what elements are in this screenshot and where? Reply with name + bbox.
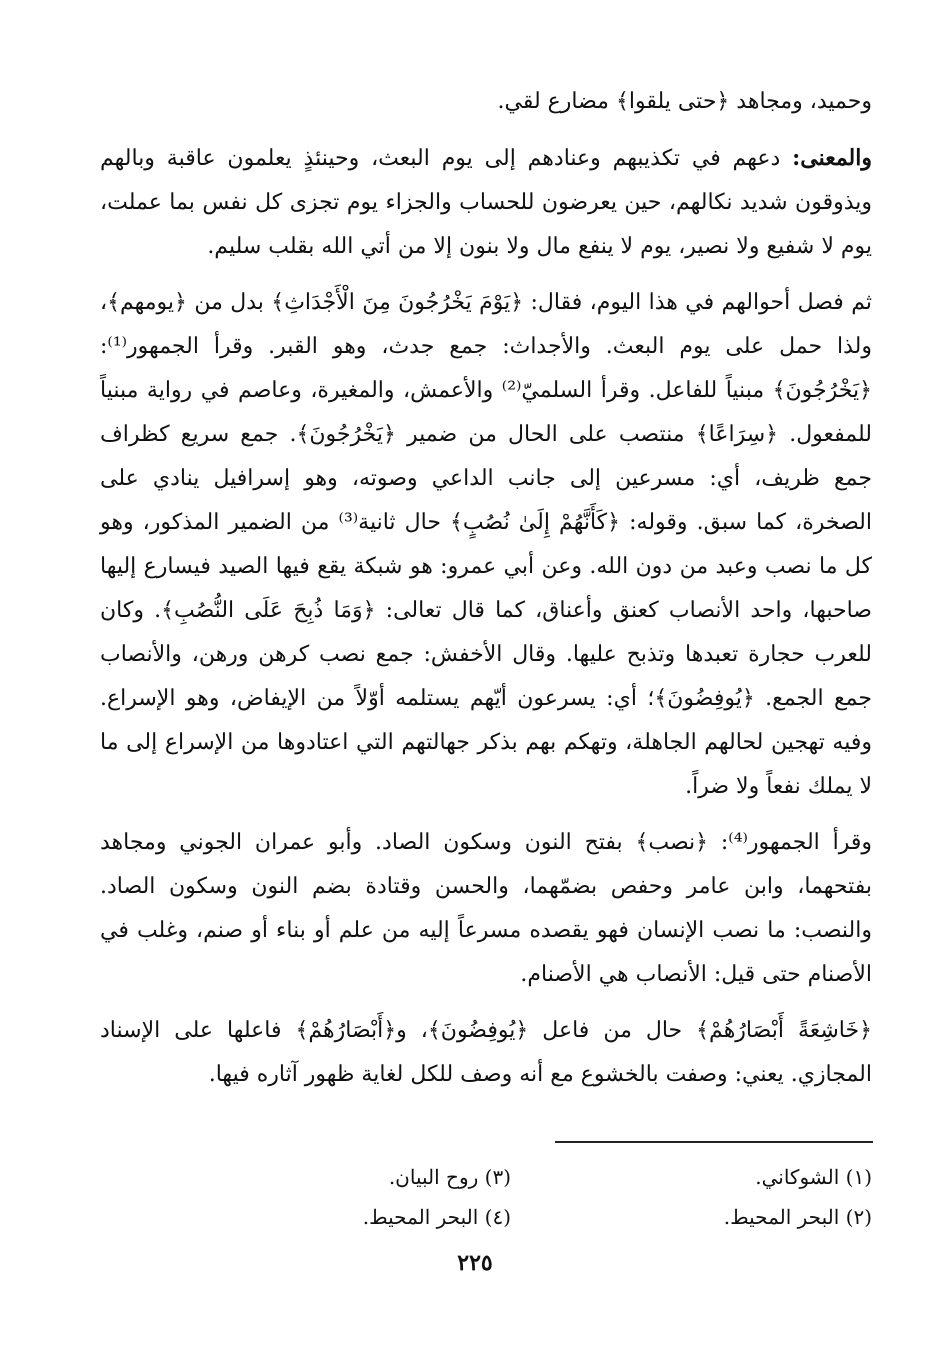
paragraph-1-text: وحميد، ومجاهد ﴿حتى يلقوا﴾ مضارع لقي. (497, 89, 872, 114)
paragraph-3-text: ثم فصل أحوالهم في هذا اليوم، فقال: ﴿يَوْمَ يَخْرُجُونَ مِنَ الْأَجْدَاثِ﴾ بدل من ﴿يومهم﴾، ولذا حمل على يوم البعث. والأجداث: جمع جدث، وهو القبر. وقرأ الجمهور⁽¹⁾: ﴿يَخْرُجُونَ﴾ مبنياً للفاعل. وقرأ السلميّ⁽²⁾ والأعمش، والمغيرة، وعاصم في رواية مبنياً للمفعول. ﴿سِرَاعًا﴾ منتصب على الحال من ضمير ﴿يَخْرُجُونَ﴾. جمع سريع كظراف جمع ظريف، أي: مسرعين إلى جانب الداعي وصوته، وهو إسرافيل ينادي على الصخرة، كما سبق. وقوله: ﴿كَأَنَّهُمْ إِلَىٰ نُصُبٍ﴾ حال ثانية⁽³⁾ من الضمير المذكور، وهو كل ما نصب وعبد من دون الله. وعن أبي عمرو: هو شبكة يقع فيها الصيد فيسارع إليها صاحبها، واحد الأنصاب كعنق وأعناق، كما قال تعالى: ﴿وَمَا ذُبِحَ عَلَى النُّصُبِ﴾. وكان للعرب حجارة تعبدها وتذبح عليها. وقال الأخفش: جمع نصب كرهن ورهن، والأنصاب جمع الجمع. ﴿يُوفِضُونَ﴾؛ أي: يسرعون أيّهم يستلمه أوّلاً من الإيفاض، وهو الإسراع. وفيه تهجين لحالهم الجاهلة، وتهكم بهم بذكر جهالتهم التي اعتادوها من الإسراع إلى ما لا يملك نفعاً ولا ضراً. (100, 290, 872, 799)
paragraph-2 (100, 136, 872, 269)
footnotes (150, 1157, 872, 1237)
paragraph-3 (100, 281, 872, 809)
main-text (100, 80, 872, 1109)
footnote-row (150, 1157, 872, 1197)
paragraph-4 (100, 821, 872, 997)
paragraph-2-text: دعهم في تكذيبهم وعنادهم إلى يوم البعث، وحينئذٍ يعلمون عاقبة وبالهم ويذوقون شديد نكالهم، حين يعرضون للحساب والجزاء يوم تجزى كل نفس بما عملت، يوم لا شفيع ولا نصير، يوم لا ينفع مال ولا بنون إلا من أتي الله بقلب سليم. (100, 146, 872, 259)
footnote-2: (٢) البحر المحيط. (723, 1205, 872, 1229)
paragraph-5 (100, 1009, 872, 1097)
paragraph-2-lead: والمعنى: (792, 145, 872, 171)
footnote-divider (555, 1141, 873, 1143)
paragraph-1 (100, 80, 872, 124)
footnote-row (150, 1197, 872, 1237)
paragraph-4-text: وقرأ الجمهور⁽⁴⁾: ﴿نصب﴾ بفتح النون وسكون الصاد. وأبو عمران الجوني ومجاهد بفتحهما، وابن عامر وحفص بضمّهما، والحسن وقتادة بضم النون وسكون الصاد. والنصب: ما نصب الإنسان فهو يقصده مسرعاً إليه من علم أو بناء أو صنم، وغلب في الأصنام حتى قيل: الأنصاب هي الأصنام. (100, 830, 872, 987)
footnote-1: (١) الشوكاني. (755, 1165, 872, 1189)
page-number: ٢٢٥ (457, 1250, 493, 1276)
paragraph-5-text: ﴿خَاشِعَةً أَبْصَارُهُمْ﴾ حال من فاعل ﴿يُوفِضُونَ﴾، و﴿أَبْصَارُهُمْ﴾ فاعلها على الإسناد المجازي. يعني: وصفت بالخشوع مع أنه وصف للكل لغاية ظهور آثاره فيها. (100, 1018, 872, 1087)
footnote-3: (٣) روح البيان. (388, 1165, 511, 1189)
footnote-4: (٤) البحر المحيط. (362, 1205, 511, 1229)
